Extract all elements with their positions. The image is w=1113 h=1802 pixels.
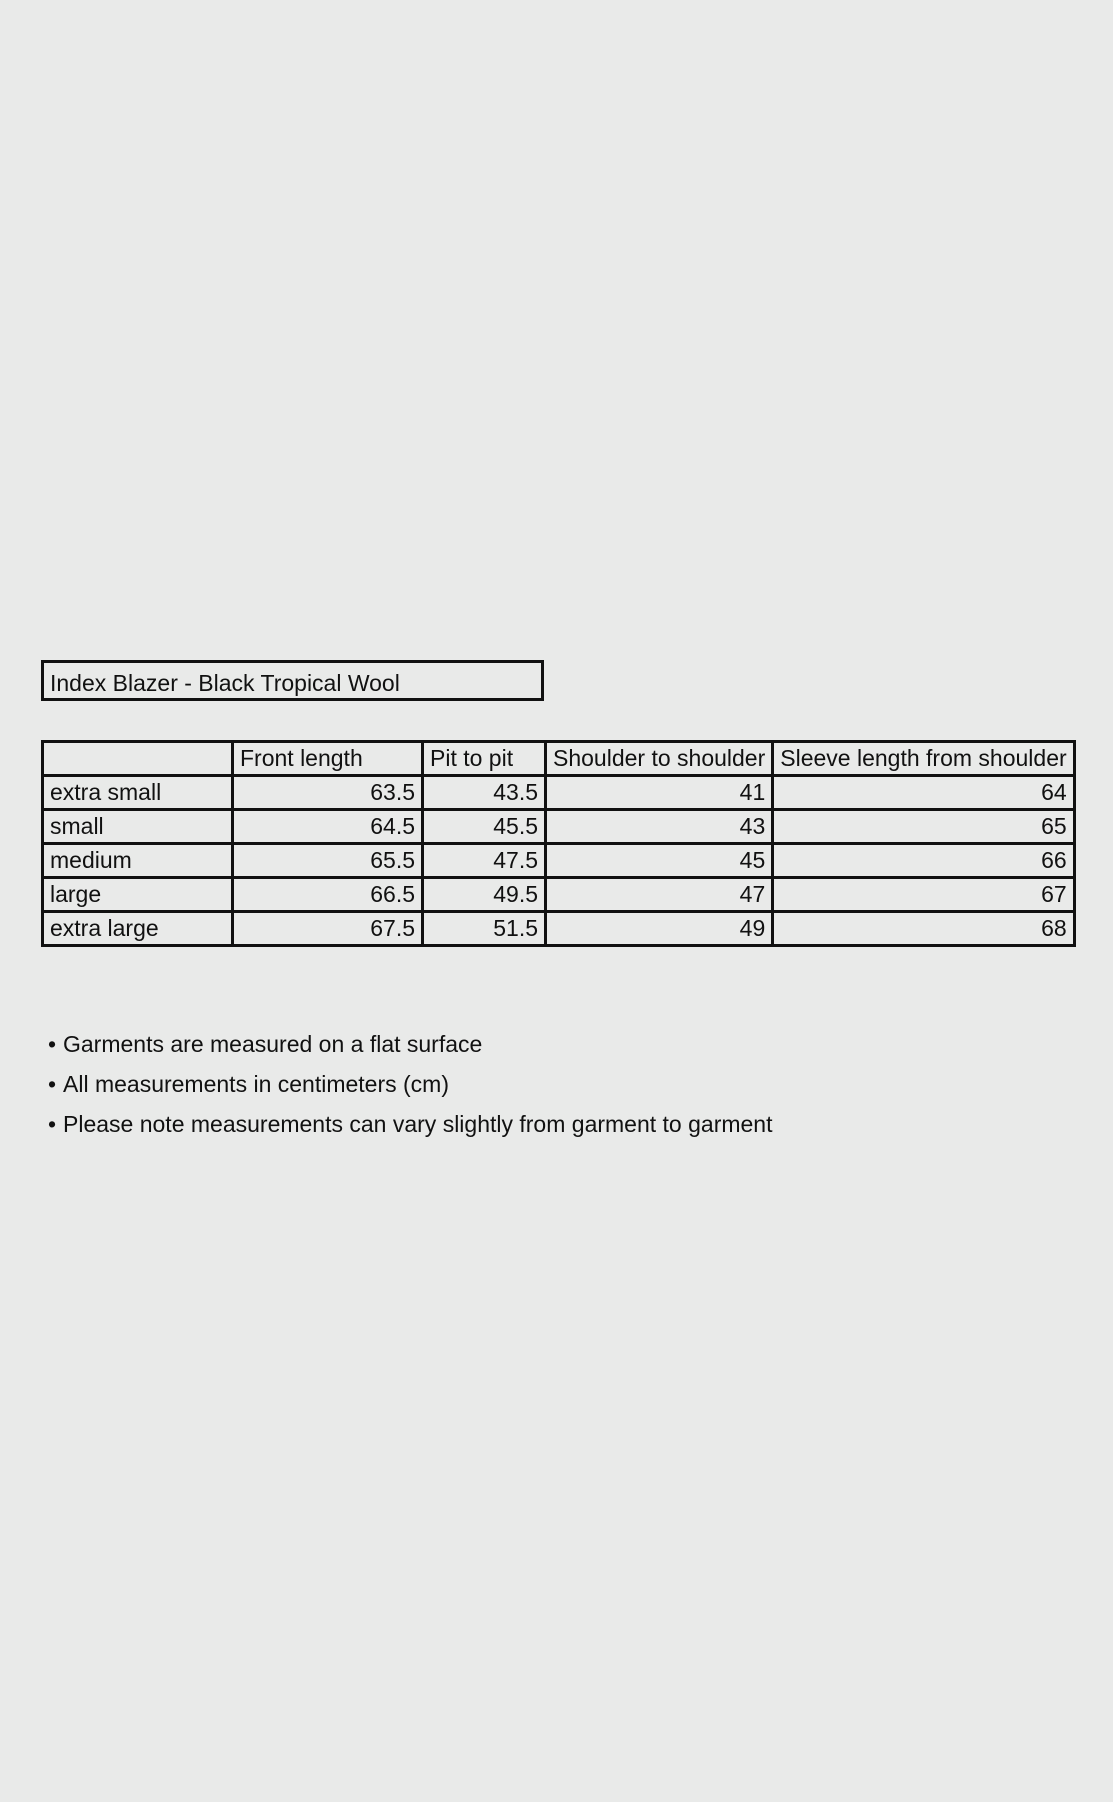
size-label: large (43, 878, 233, 912)
sleeve-length-value: 66 (773, 844, 1074, 878)
bullet-icon: • (48, 1071, 57, 1097)
shoulder-to-shoulder-value: 43 (546, 810, 773, 844)
note-text: Garments are measured on a flat surface (63, 1031, 483, 1057)
pit-to-pit-value: 47.5 (423, 844, 546, 878)
front-length-value: 66.5 (233, 878, 423, 912)
bullet-icon: • (48, 1111, 57, 1137)
list-item (48, 1066, 773, 1106)
pit-to-pit-value: 49.5 (423, 878, 546, 912)
table-row (43, 776, 1075, 810)
column-header-front-length: Front length (233, 742, 423, 776)
bullet-icon: • (48, 1031, 57, 1057)
front-length-value: 67.5 (233, 912, 423, 946)
front-length-value: 64.5 (233, 810, 423, 844)
table-row (43, 878, 1075, 912)
front-length-value: 65.5 (233, 844, 423, 878)
column-header-pit-to-pit: Pit to pit (423, 742, 546, 776)
pit-to-pit-value: 51.5 (423, 912, 546, 946)
note-text: All measurements in centimeters (cm) (63, 1071, 449, 1097)
product-title: Index Blazer - Black Tropical Wool (41, 660, 544, 701)
table-header-row (43, 742, 1075, 776)
pit-to-pit-value: 45.5 (423, 810, 546, 844)
list-item (48, 1106, 773, 1146)
shoulder-to-shoulder-value: 41 (546, 776, 773, 810)
measurement-notes (48, 1026, 773, 1146)
shoulder-to-shoulder-value: 49 (546, 912, 773, 946)
table-row (43, 912, 1075, 946)
size-label: extra small (43, 776, 233, 810)
shoulder-to-shoulder-value: 47 (546, 878, 773, 912)
size-label: small (43, 810, 233, 844)
list-item (48, 1026, 773, 1066)
column-header-sleeve-length: Sleeve length from shoulder (773, 742, 1074, 776)
size-label: medium (43, 844, 233, 878)
sleeve-length-value: 67 (773, 878, 1074, 912)
table-row (43, 810, 1075, 844)
sleeve-length-value: 65 (773, 810, 1074, 844)
column-header-size (43, 742, 233, 776)
front-length-value: 63.5 (233, 776, 423, 810)
size-chart-table (41, 740, 1076, 947)
size-label: extra large (43, 912, 233, 946)
note-text: Please note measurements can vary slightly from garment to garment (63, 1111, 773, 1137)
table-row (43, 844, 1075, 878)
column-header-shoulder-to-shoulder: Shoulder to shoulder (546, 742, 773, 776)
shoulder-to-shoulder-value: 45 (546, 844, 773, 878)
sleeve-length-value: 64 (773, 776, 1074, 810)
sleeve-length-value: 68 (773, 912, 1074, 946)
pit-to-pit-value: 43.5 (423, 776, 546, 810)
